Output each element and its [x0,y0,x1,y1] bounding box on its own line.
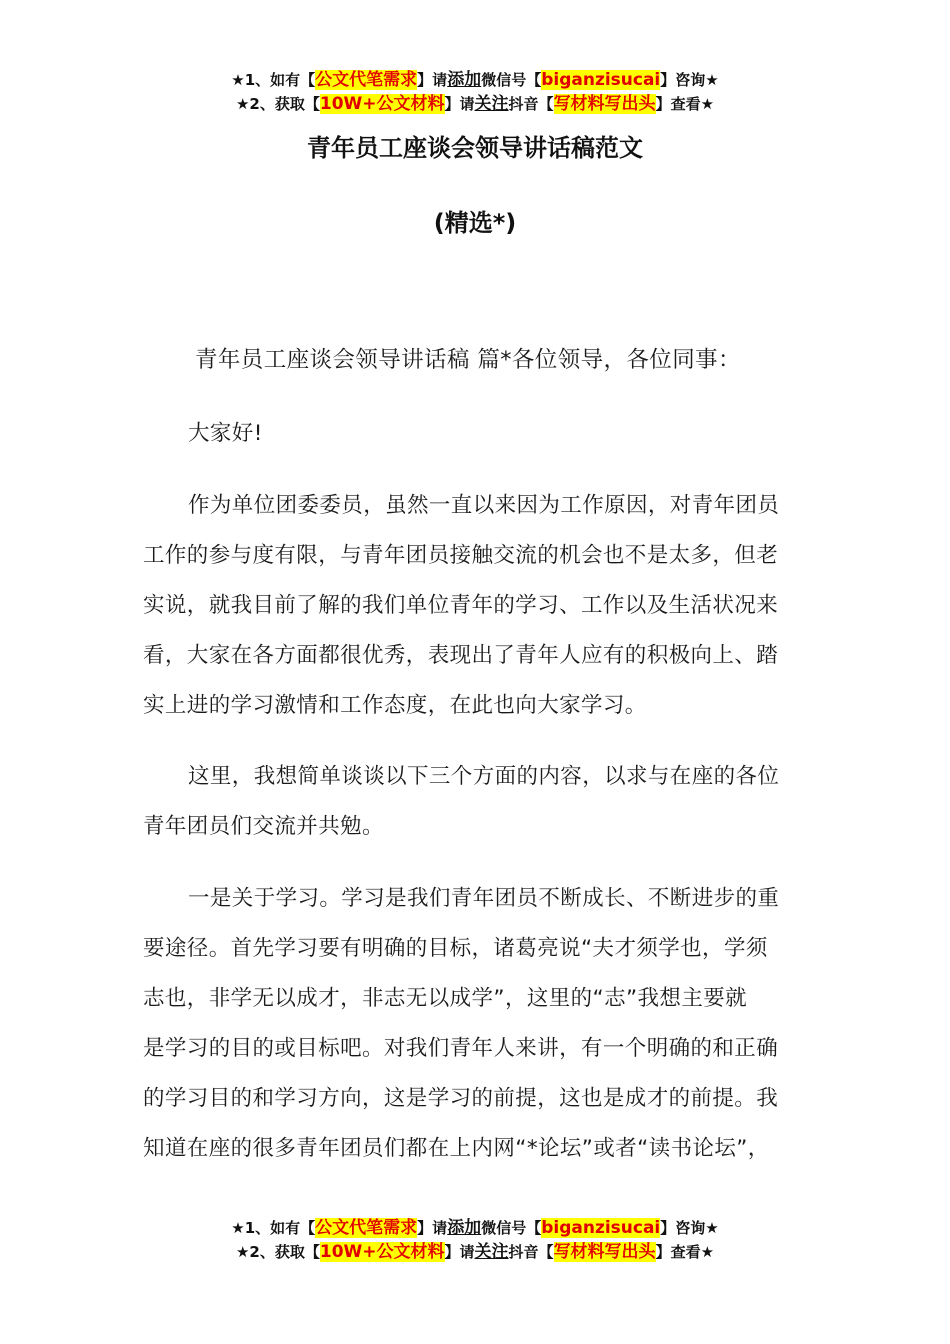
banner-highlight: 公文代笔需求 [315,1218,418,1238]
paragraph-line: 这里，我想简单谈谈以下三个方面的内容，以求与在座的各位 [188,764,780,789]
banner-text: 】请 [444,1243,475,1261]
banner-emphasis: 关注 [474,94,509,114]
header-banner [0,68,950,116]
paragraph-3 [143,874,815,1174]
greeting [143,409,815,459]
douyin-id-highlight: 写材料写出头 [553,1242,656,1262]
footer-banner [0,1216,950,1264]
banner-highlight: 10W+公文材料 [319,94,445,114]
wechat-id-highlight: biganzisucai [541,1218,661,1238]
banner-text: 】请 [444,95,475,113]
banner-text: 微信号【 [481,1219,542,1237]
banner-text: 】咨询★ [660,1219,719,1237]
banner-emphasis: 添加 [447,70,482,90]
banner-text: ★1、如有【 [231,1219,316,1237]
paragraph-line: 青年团员们交流并共勉。 [143,814,384,839]
banner-text: 微信号【 [481,71,542,89]
banner-emphasis: 添加 [447,1218,482,1238]
banner-text: 】请 [417,1219,448,1237]
banner-text: 抖音【 [508,95,554,113]
banner-line-1 [0,1216,950,1240]
document-subtitle: (精选*) [433,209,517,237]
banner-text: ★2、获取【 [235,95,320,113]
paragraph-line: 实说，就我目前了解的我们单位青年的学习、工作以及生活状况来 [143,593,779,618]
paragraph-1 [143,481,815,731]
paragraph-line: 大家好! [188,421,263,446]
banner-line-2 [0,92,950,116]
douyin-id-highlight: 写材料写出头 [553,94,656,114]
paragraph-line: 一是关于学习。学习是我们青年团员不断成长、不断进步的重 [188,886,780,911]
banner-line-1 [0,68,950,92]
banner-text: 】查看★ [655,95,715,113]
banner-text: 抖音【 [508,1243,554,1261]
banner-emphasis: 关注 [474,1242,509,1262]
banner-text: ★1、如有【 [231,71,316,89]
paragraph-line: 要途径。首先学习要有明确的目标，诸葛亮说“夫才须学也，学须 [143,936,768,961]
lead-line: 青年员工座谈会领导讲话稿 篇*各位领导，各位同事： [195,347,741,373]
paragraph-line: 的学习目的和学习方向，这是学习的前提，这也是成才的前提。我 [143,1086,779,1111]
banner-text: ★2、获取【 [235,1243,320,1261]
paragraph-2 [143,752,815,852]
banner-text: 】查看★ [655,1243,715,1261]
banner-text: 】请 [417,71,448,89]
banner-highlight: 公文代笔需求 [315,70,418,90]
paragraph-line: 知道在座的很多青年团员们都在上内网“*论坛”或者“读书论坛”， [143,1136,770,1161]
banner-highlight: 10W+公文材料 [319,1242,445,1262]
paragraph-line: 实上进的学习激情和工作态度，在此也向大家学习。 [143,693,647,718]
document-title: 青年员工座谈会领导讲话稿范文 [307,134,643,162]
paragraph-line: 工作的参与度有限，与青年团员接触交流的机会也不是太多，但老 [143,543,779,568]
paragraph-line: 是学习的目的或目标吧。对我们青年人来讲，有一个明确的和正确 [143,1036,779,1061]
wechat-id-highlight: biganzisucai [541,70,661,90]
banner-line-2 [0,1240,950,1264]
paragraph-line: 看，大家在各方面都很优秀，表现出了青年人应有的积极向上、踏 [143,643,779,668]
banner-text: 】咨询★ [660,71,719,89]
paragraph-line: 志也，非学无以成才，非志无以成学”，这里的“志”我想主要就 [143,986,748,1011]
paragraph-line: 作为单位团委委员，虽然一直以来因为工作原因，对青年团员 [188,493,780,518]
